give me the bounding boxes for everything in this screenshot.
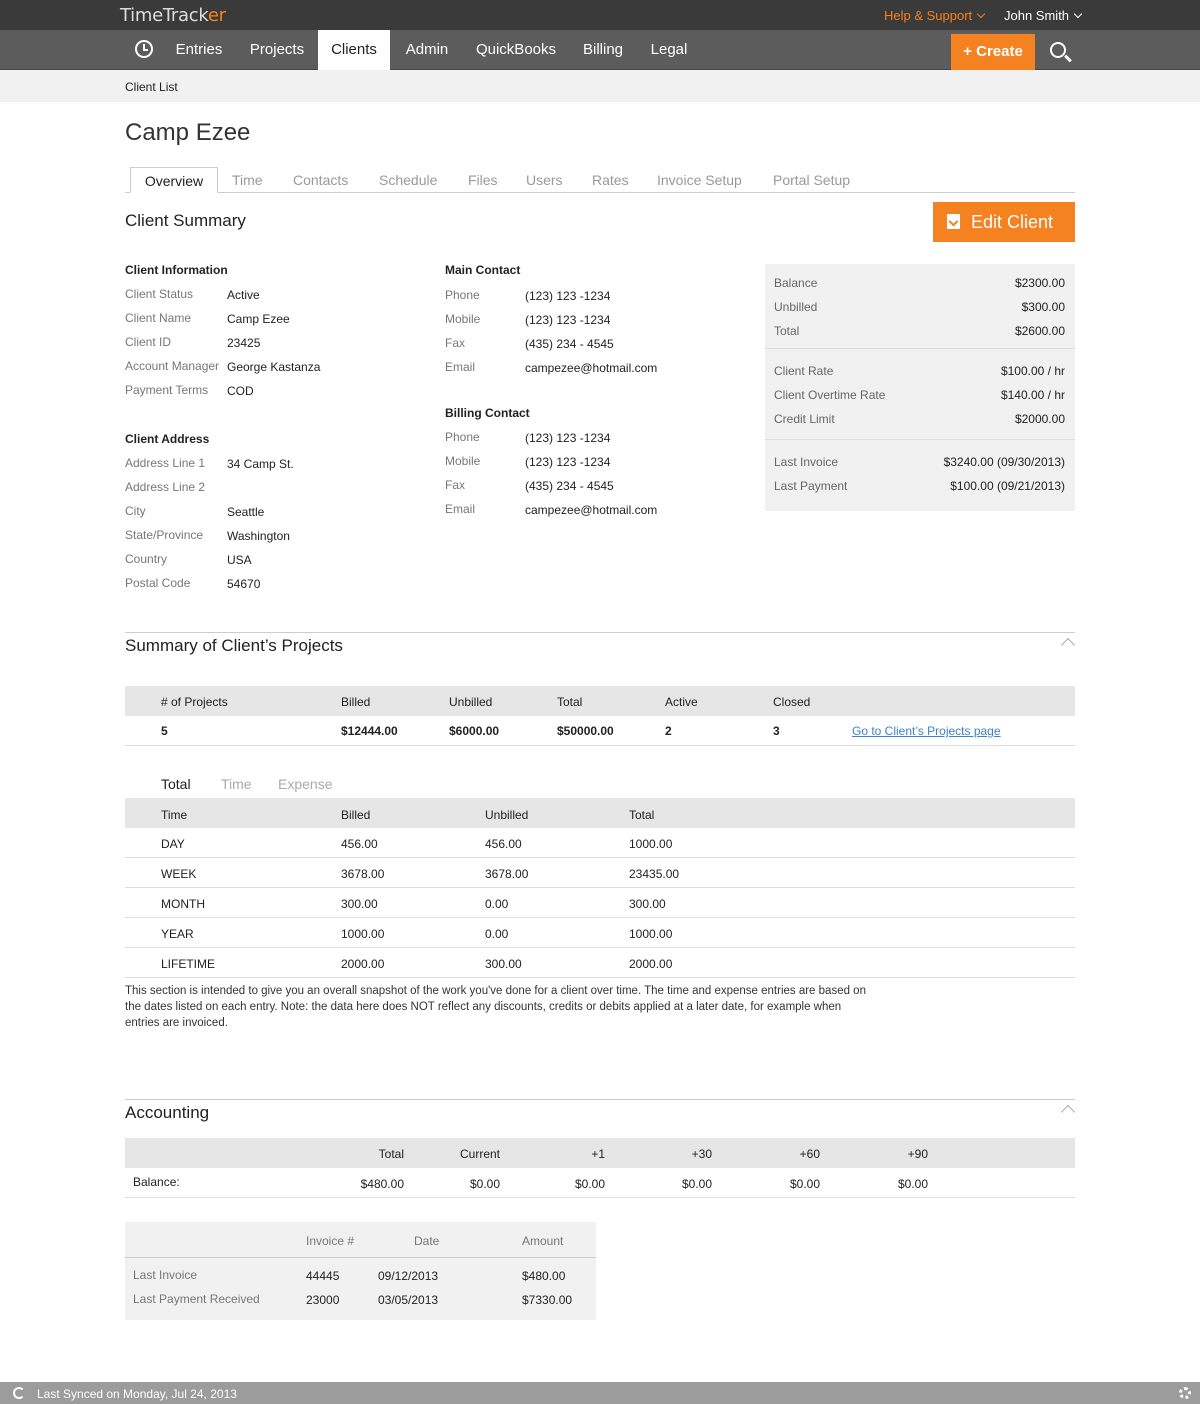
time-col-header: Total: [629, 808, 655, 822]
tab-users[interactable]: Users: [526, 172, 563, 188]
help-support-menu[interactable]: Help & Support: [884, 8, 984, 23]
projects-col-header: Active: [665, 695, 698, 709]
invoice-amount: $480.00: [522, 1269, 566, 1283]
main-contact-value: (123) 123 -1234: [525, 313, 611, 327]
tab-schedule[interactable]: Schedule: [379, 172, 438, 188]
time-cell: 300.00: [629, 897, 666, 911]
balance-value: $0.00: [469, 1177, 500, 1191]
invoice-number: 23000: [306, 1293, 340, 1307]
summary-value: $100.00 (09/21/2013): [950, 479, 1065, 493]
time-cell: 0.00: [485, 897, 509, 911]
projects-value: $6000.00: [449, 724, 500, 738]
address-label: State/Province: [125, 528, 204, 542]
projects-col-header: Unbilled: [449, 695, 493, 709]
subtab-time[interactable]: Time: [221, 776, 252, 792]
billing-contact-label: Fax: [445, 478, 466, 492]
invoice-date: 03/05/2013: [378, 1293, 439, 1307]
billing-contact-value: (435) 234 - 4545: [525, 479, 614, 493]
client-info-value: Active: [227, 288, 260, 302]
address-label: Address Line 2: [125, 480, 206, 494]
time-cell: DAY: [161, 837, 185, 851]
time-cell: 456.00: [485, 837, 522, 851]
main-contact-label: Phone: [445, 288, 480, 302]
accounting-col-header: +90: [907, 1147, 928, 1161]
client-info-value: 23425: [227, 336, 261, 350]
address-value: Seattle: [227, 505, 265, 519]
time-cell: 3678.00: [341, 867, 385, 881]
summary-row: [774, 412, 1065, 428]
section-divider: [125, 632, 1075, 633]
tab-invoice-setup[interactable]: Invoice Setup: [657, 172, 742, 188]
time-col-header: Billed: [341, 808, 371, 822]
row-divider: [125, 947, 1075, 948]
summary-label: Client Overtime Rate: [774, 388, 886, 402]
subtab-expense[interactable]: Expense: [278, 776, 333, 792]
client-information-heading: Client Information: [125, 263, 228, 277]
projects-value: 5: [161, 724, 168, 738]
balance-value: $0.00: [789, 1177, 820, 1191]
create-button[interactable]: + Create: [951, 34, 1035, 70]
app-logo[interactable]: TimeTracker: [120, 5, 226, 26]
projects-value: 2: [665, 724, 672, 738]
accounting-col-header: +60: [799, 1147, 820, 1161]
main-contact-label: Fax: [445, 336, 466, 350]
balance-label: Balance:: [133, 1175, 180, 1189]
section-divider: [125, 1099, 1075, 1100]
time-cell: 1000.00: [629, 837, 673, 851]
client-summary-heading: Client Summary: [125, 211, 246, 230]
address-label: Country: [125, 552, 168, 566]
address-value: Washington: [227, 529, 290, 543]
client-info-value: COD: [227, 384, 254, 398]
divider: [765, 348, 1075, 349]
time-cell: 2000.00: [629, 957, 673, 971]
chevron-down-icon: [1074, 10, 1082, 18]
tab-time[interactable]: Time: [232, 172, 263, 188]
summary-label: Unbilled: [774, 300, 818, 314]
projects-col-header: Billed: [341, 695, 371, 709]
billing-contact-label: Mobile: [445, 454, 481, 468]
accounting-col-header: Total: [378, 1147, 404, 1161]
nav-quickbooks[interactable]: QuickBooks: [475, 41, 557, 58]
row-divider: [125, 1197, 1075, 1198]
time-cell: YEAR: [161, 927, 194, 941]
client-address-heading: Client Address: [125, 432, 210, 446]
invoice-col-header: Invoice #: [306, 1234, 355, 1248]
clock-icon[interactable]: [135, 40, 153, 58]
summary-value: $2300.00: [1014, 276, 1065, 290]
summary-label: Balance: [774, 276, 818, 290]
projects-col-header: Closed: [773, 695, 811, 709]
time-cell: 456.00: [341, 837, 378, 851]
time-cell: 0.00: [485, 927, 509, 941]
nav-projects[interactable]: Projects: [249, 41, 305, 58]
projects-col-header: Total: [557, 695, 583, 709]
main-contact-value: campezee@hotmail.com: [525, 361, 658, 375]
row-divider: [125, 857, 1075, 858]
main-contact-value: (435) 234 - 4545: [525, 337, 614, 351]
invoice-amount: $7330.00: [522, 1293, 573, 1307]
billing-contact-value: (123) 123 -1234: [525, 431, 611, 445]
billing-contact-value: campezee@hotmail.com: [525, 503, 658, 517]
summary-row: [774, 479, 1065, 495]
summary-value: $300.00: [1021, 300, 1065, 314]
main-contact-heading: Main Contact: [445, 263, 521, 277]
address-label: City: [125, 504, 146, 518]
summary-label: Total: [774, 324, 800, 338]
time-cell: LIFETIME: [161, 957, 216, 971]
main-contact-label: Mobile: [445, 312, 481, 326]
time-cell: MONTH: [161, 897, 205, 911]
tab-rates[interactable]: Rates: [592, 172, 629, 188]
summary-value: $140.00 / hr: [1000, 388, 1065, 402]
row-divider: [125, 745, 1075, 746]
client-projects-link[interactable]: Go to Client’s Projects page: [852, 724, 1001, 738]
time-cell: WEEK: [161, 867, 197, 881]
client-info-label: Client ID: [125, 335, 172, 349]
time-cell: 3678.00: [485, 867, 529, 881]
collapse-icon[interactable]: [1061, 638, 1075, 652]
summary-row: [774, 364, 1065, 380]
page-title: Camp Ezee: [125, 119, 251, 146]
invoice-col-header: Amount: [522, 1234, 564, 1248]
tab-contacts[interactable]: Contacts: [293, 172, 349, 188]
accounting-col-header: Current: [459, 1147, 500, 1161]
address-label: Postal Code: [125, 576, 191, 590]
summary-value: $3240.00 (09/30/2013): [943, 455, 1065, 469]
client-info-value: George Kastanza: [227, 360, 321, 374]
last-synced-text: Last Synced on Monday, Jul 24, 2013: [37, 1387, 237, 1401]
time-table-header: [125, 798, 1075, 828]
plus-icon: +: [963, 43, 972, 60]
summary-value: $2000.00: [1014, 412, 1065, 426]
time-cell: 300.00: [341, 897, 378, 911]
accounting-heading: Accounting: [125, 1103, 210, 1122]
summary-label: Client Rate: [774, 364, 834, 378]
divider: [765, 439, 1075, 440]
balance-value: $0.00: [897, 1177, 928, 1191]
main-contact-value: (123) 123 -1234: [525, 289, 611, 303]
row-divider: [125, 917, 1075, 918]
edit-client-button[interactable]: Edit Client: [933, 202, 1075, 242]
tab-files[interactable]: Files: [468, 172, 498, 188]
nav-admin[interactable]: Admin: [405, 41, 449, 58]
client-info-value: Camp Ezee: [227, 312, 290, 326]
balance-value: $480.00: [360, 1177, 404, 1191]
invoice-row-label: Last Invoice: [133, 1268, 198, 1282]
billing-contact-heading: Billing Contact: [445, 406, 530, 420]
main-contact-label: Email: [445, 360, 476, 374]
accounting-col-header: +30: [691, 1147, 712, 1161]
summary-row: [774, 455, 1065, 471]
subtab-total[interactable]: Total: [161, 776, 191, 792]
time-cell: 1000.00: [341, 927, 385, 941]
invoice-col-header: Date: [414, 1234, 440, 1248]
nav-clients[interactable]: Clients: [318, 30, 390, 70]
client-info-label: Payment Terms: [125, 383, 209, 397]
projects-value: 3: [773, 724, 780, 738]
user-menu[interactable]: John Smith: [1004, 8, 1081, 23]
address-value: 34 Camp St.: [227, 457, 294, 471]
collapse-icon[interactable]: [1061, 1105, 1075, 1119]
accounting-col-header: +1: [591, 1147, 605, 1161]
download-icon: [947, 214, 960, 229]
client-info-label: Account Manager: [125, 359, 220, 373]
nav-entries[interactable]: Entries: [175, 41, 223, 58]
projects-col-header: # of Projects: [161, 695, 228, 709]
search-icon[interactable]: [1050, 42, 1066, 58]
summary-value: $100.00 / hr: [1000, 364, 1065, 378]
row-divider: [125, 887, 1075, 888]
summary-label: Last Payment: [774, 479, 848, 493]
nav-billing[interactable]: Billing: [582, 41, 624, 58]
chevron-down-icon: [977, 10, 985, 18]
tab-overview[interactable]: Overview: [130, 167, 218, 193]
invoice-date: 09/12/2013: [378, 1269, 439, 1283]
summary-label: Last Invoice: [774, 455, 839, 469]
projects-value: $50000.00: [557, 724, 614, 738]
billing-contact-value: (123) 123 -1234: [525, 455, 611, 469]
breadcrumb[interactable]: Client List: [125, 80, 178, 94]
time-cell: 23435.00: [629, 867, 680, 881]
summary-row: [774, 276, 1065, 292]
projects-table-header: [125, 686, 1075, 716]
balance-value: $0.00: [681, 1177, 712, 1191]
nav-legal[interactable]: Legal: [650, 41, 688, 58]
snapshot-note: This section is intended to give you an overall snapshot of the work you've done for a client over time. The time and expense entries are based on the dates listed on each entry. Note: the data here does NOT reflect any discounts, credits or debits applied at a later date, for example when entries are invoiced.: [125, 985, 866, 1029]
breadcrumb-bar: [0, 70, 1200, 102]
client-info-label: Client Status: [125, 287, 194, 301]
tab-portal-setup[interactable]: Portal Setup: [773, 172, 851, 188]
summary-row: [774, 388, 1065, 404]
time-cell: 2000.00: [341, 957, 385, 971]
address-label: Address Line 1: [125, 456, 206, 470]
time-col-header: Unbilled: [485, 808, 529, 822]
summary-label: Credit Limit: [774, 412, 835, 426]
billing-contact-label: Phone: [445, 430, 480, 444]
balance-value: $0.00: [574, 1177, 605, 1191]
billing-contact-label: Email: [445, 502, 476, 516]
time-col-header: Time: [161, 808, 188, 822]
invoice-row-label: Last Payment Received: [133, 1292, 260, 1306]
summary-row: [774, 324, 1065, 340]
sync-icon[interactable]: [13, 1387, 25, 1399]
invoice-number: 44445: [306, 1269, 340, 1283]
time-cell: 300.00: [485, 957, 522, 971]
row-divider: [125, 1257, 596, 1258]
gear-icon[interactable]: [1179, 1387, 1191, 1399]
time-cell: 1000.00: [629, 927, 673, 941]
summary-row: [774, 300, 1065, 316]
summary-value: $2600.00: [1014, 324, 1065, 338]
address-value: USA: [227, 553, 252, 567]
projects-summary-heading: Summary of Client’s Projects: [125, 636, 343, 655]
projects-value: $12444.00: [341, 724, 398, 738]
row-divider: [125, 977, 1075, 978]
client-info-label: Client Name: [125, 311, 192, 325]
balance-summary-panel: [765, 264, 1075, 511]
address-value: 54670: [227, 577, 261, 591]
